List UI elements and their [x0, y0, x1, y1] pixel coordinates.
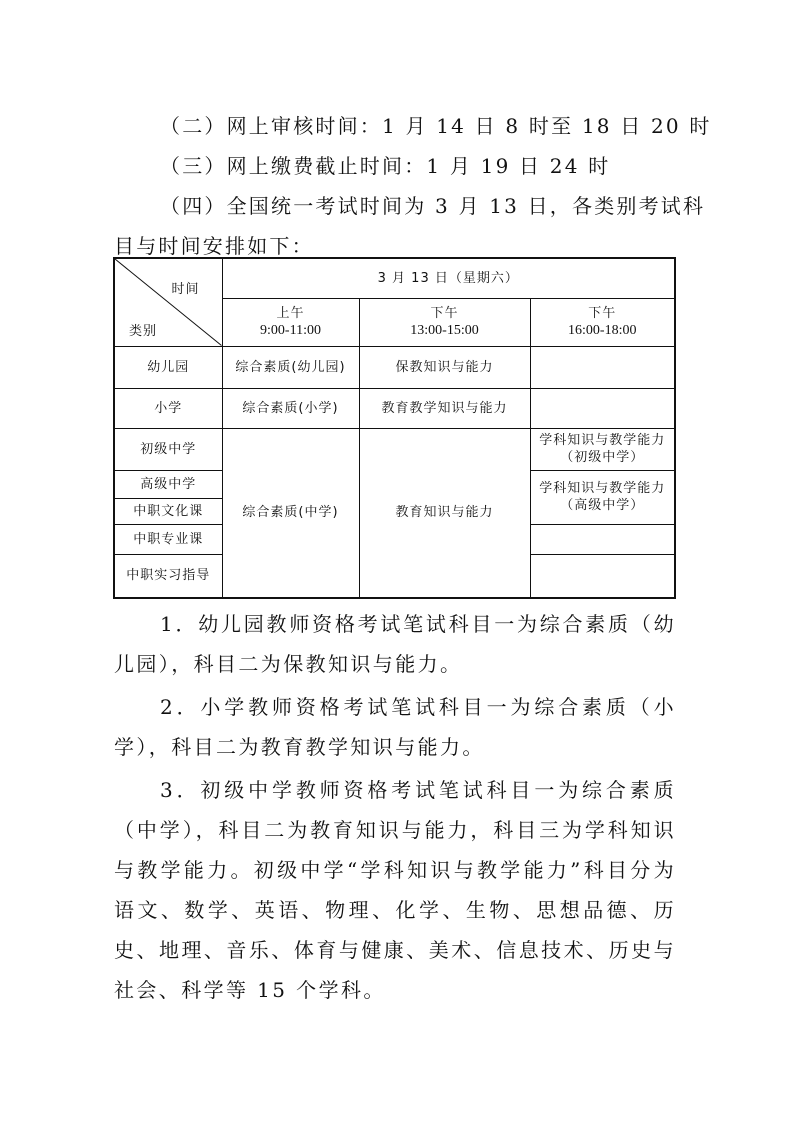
note-kindergarten: [114, 604, 676, 684]
corner-label-time: 时间: [171, 282, 200, 297]
slot-period: 上午: [276, 306, 305, 321]
slot-header-morning: [222, 298, 359, 346]
slot-time: 9:00-11:00: [260, 323, 321, 338]
category-primary: 小学: [114, 388, 222, 428]
category-vocational-culture: 中职文化课: [114, 498, 222, 524]
cell-secondary-subject-2: 教育知识与能力: [359, 428, 530, 598]
date-header: 3 月 13 日（星期六）: [222, 258, 675, 298]
intro-line-review: （二）网上审核时间：1 月 14 日 8 时至 18 日 20 时: [160, 114, 712, 138]
cell-primary-subject-2: 教育教学知识与能力: [359, 388, 530, 428]
corner-label-category: 类别: [129, 323, 158, 339]
note-primary: [114, 687, 676, 767]
cell-empty: [530, 554, 675, 598]
note-text: 2．小学教师资格考试笔试科目一为综合素质（小学），科目二为教育教学知识与能力。: [114, 695, 676, 759]
category-senior-high: 高级中学: [114, 470, 222, 498]
slot-period: 下午: [588, 306, 617, 321]
category-vocational-professional: 中职专业课: [114, 524, 222, 554]
category-kindergarten: 幼儿园: [114, 346, 222, 388]
category-junior-high: 初级中学: [114, 428, 222, 470]
cell-primary-subject-1: 综合素质(小学): [222, 388, 359, 428]
slot-header-afternoon-2: [530, 298, 675, 346]
note-junior-high: [114, 770, 676, 1010]
slot-time: 13:00-15:00: [410, 323, 479, 338]
exam-schedule-table: [113, 257, 676, 599]
intro-line-arrangement: 目与时间安排如下：: [114, 234, 314, 258]
cell-empty: [530, 346, 675, 388]
cell-secondary-subject-1: 综合素质(中学): [222, 428, 359, 598]
cell-empty: [530, 524, 675, 554]
intro-line-payment: （三）网上缴费截止时间：1 月 19 日 24 时: [160, 154, 611, 178]
category-vocational-practice: 中职实习指导: [114, 554, 222, 598]
cell-kindergarten-subject-1: 综合素质(幼儿园): [222, 346, 359, 388]
note-text: 3．初级中学教师资格考试笔试科目一为综合素质（中学），科目二为教育知识与能力，科目三为学科知识与教学能力。初级中学“学科知识与教学能力”科目分为语文、数学、英语、物理、化学、生物、思想品德、历史、地理、音乐、体育与健康、美术、信息技术、历史与社会、科学等 15 个学科。: [114, 778, 676, 1002]
cell-senior-subject-3: 学科知识与教学能力（高级中学）: [530, 470, 675, 524]
slot-period: 下午: [430, 306, 459, 321]
note-text: 1．幼儿园教师资格考试笔试科目一为综合素质（幼儿园），科目二为保教知识与能力。: [114, 612, 676, 676]
slot-header-afternoon-1: [359, 298, 530, 346]
cell-empty: [530, 388, 675, 428]
cell-junior-subject-3: 学科知识与教学能力（初级中学）: [530, 428, 675, 470]
intro-line-exam-date: （四）全国统一考试时间为 3 月 13 日，各类别考试科: [160, 194, 706, 218]
slot-time: 16:00-18:00: [568, 323, 637, 338]
cell-kindergarten-subject-2: 保教知识与能力: [359, 346, 530, 388]
table-corner-cell: [114, 258, 222, 346]
